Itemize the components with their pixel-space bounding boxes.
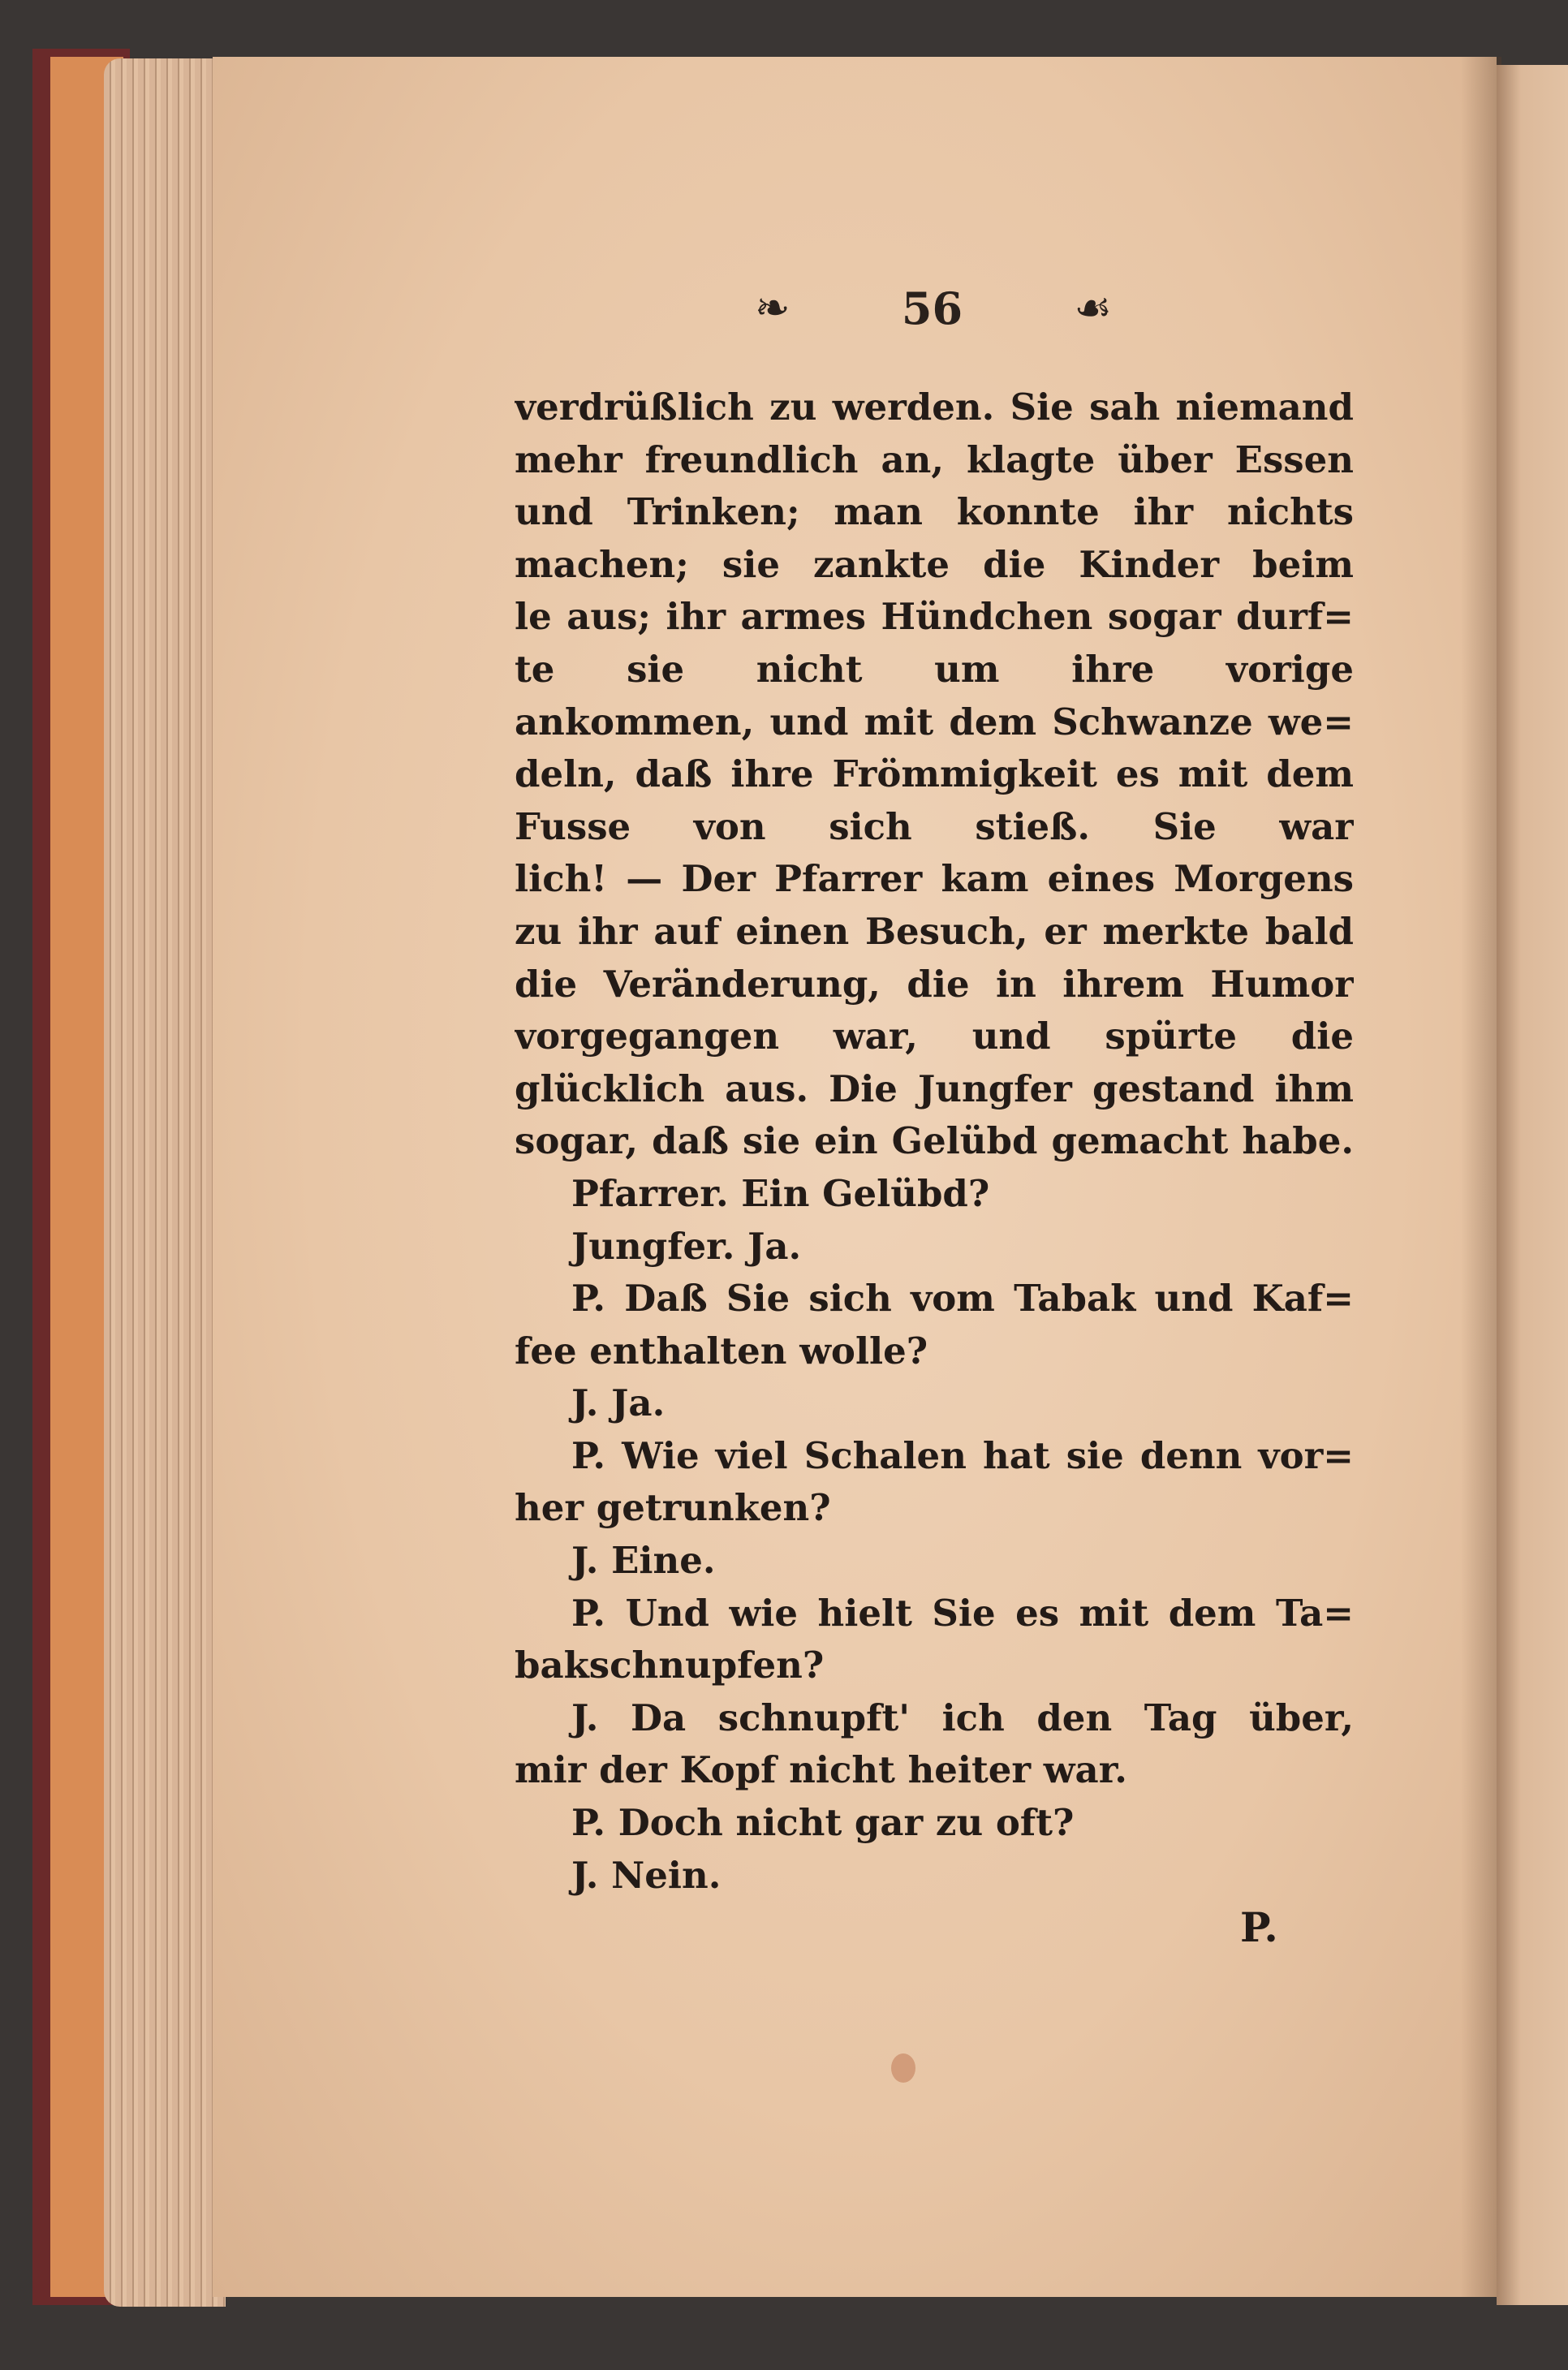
- text-line: mehr freundlich an, klagte über Essen: [515, 437, 1354, 481]
- dialogue-line: J. Da schnupft' ich den Tag über,: [571, 1696, 1354, 1739]
- catchword: P.: [1240, 1903, 1278, 1951]
- dialogue-line: J. Eine.: [571, 1539, 716, 1583]
- text-line: ankommen, und mit dem Schwanze we=: [515, 700, 1354, 743]
- text-line: zu ihr auf einen Besuch, er merkte bald: [515, 909, 1354, 953]
- text-line: sogar, daß sie ein Gelübd gemacht habe.: [515, 1119, 1354, 1163]
- text-line: vorgegangen war, und spürte die: [515, 1015, 1354, 1058]
- page-number: 56: [901, 282, 963, 334]
- dialogue-line: Jungfer. Ja.: [571, 1224, 802, 1268]
- body-text: [515, 381, 1354, 1902]
- text-line: Fusse von sich stieß. Sie war: [515, 804, 1354, 848]
- text-line: machen; sie zankte die Kinder beim: [515, 542, 1354, 586]
- dialogue-line: J. Ja.: [571, 1381, 666, 1425]
- text-line: le aus; ihr armes Hündchen sogar durf=: [515, 595, 1354, 639]
- facing-page-edge: [1497, 65, 1568, 2305]
- text-line: lich! — Der Pfarrer kam eines Morgens: [515, 857, 1354, 901]
- text-line: glücklich aus. Die Jungfer gestand ihm: [515, 1066, 1354, 1110]
- text-line: verdrüßlich zu werden. Sie sah niemand: [515, 386, 1354, 429]
- dialogue-line: P. Doch nicht gar zu oft?: [571, 1801, 1075, 1845]
- dialogue-line: P. Und wie hielt Sie es mit dem Ta=: [571, 1591, 1354, 1635]
- dialogue-line: bakschnupfen?: [515, 1644, 825, 1687]
- dialogue-line: J. Nein.: [571, 1853, 722, 1897]
- text-line: und Trinken; man konnte ihr nichts: [515, 490, 1354, 534]
- text-line: te sie nicht um ihre vorige: [515, 647, 1354, 691]
- dialogue-line: mir der Kopf nicht heiter war.: [515, 1748, 1127, 1792]
- text-line: die Veränderung, die in ihrem Humor: [515, 962, 1354, 1006]
- dialogue-line: P. Daß Sie sich vom Tabak und Kaf=: [571, 1277, 1354, 1321]
- ornament-left-icon: ❧: [755, 284, 790, 333]
- dialogue-line: fee enthalten wolle?: [515, 1329, 928, 1372]
- dialogue-line: Pfarrer. Ein Gelübd?: [571, 1171, 990, 1215]
- dialogue-line: her getrunken?: [515, 1486, 831, 1530]
- page-header: [755, 276, 1112, 341]
- gutter-shadow: [1461, 57, 1501, 2297]
- dialogue-line: P. Wie viel Schalen hat sie denn vor=: [571, 1433, 1354, 1477]
- text-line: deln, daß ihre Frömmigkeit es mit dem: [515, 752, 1354, 796]
- paper-stain: [891, 2053, 915, 2083]
- ornament-right-icon: ☙: [1074, 284, 1112, 333]
- page-stack: [104, 58, 226, 2307]
